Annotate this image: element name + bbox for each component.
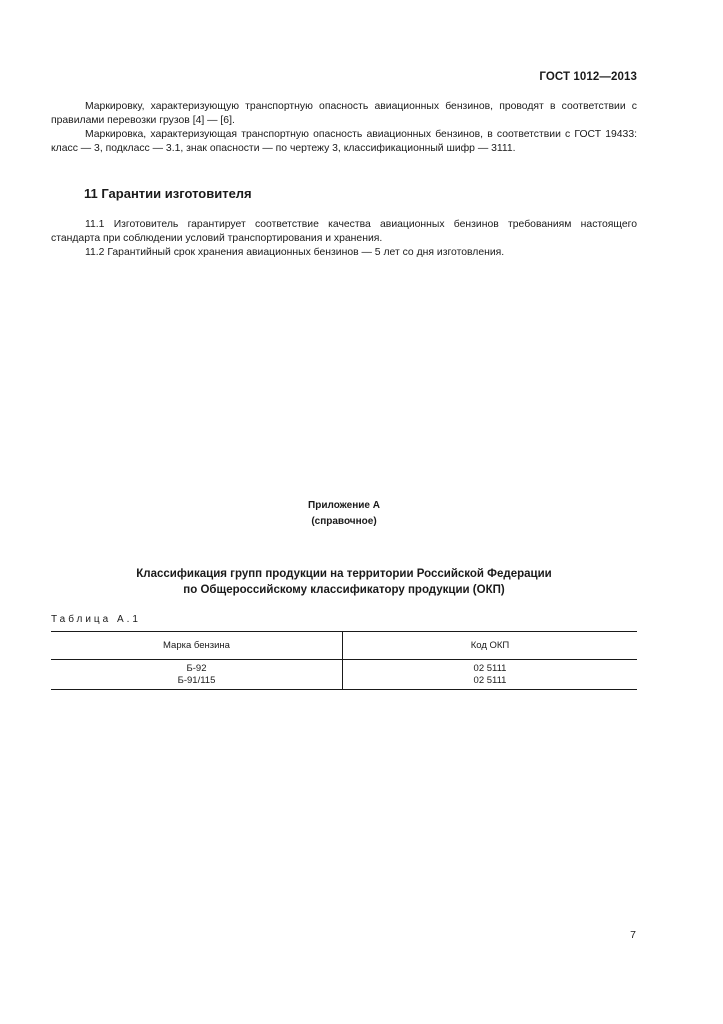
grade-value: Б-91/115 [177,675,216,686]
marking-paragraph-1: Маркировку, характеризующую транспортную опасность авиационных бензинов, проводят в соответствии с правилами перевозки грузов [4] — [6]. [51,101,637,126]
column-header-okp-code: Код ОКП [343,632,638,660]
annex-status: (справочное) [311,516,377,527]
column-header-grade: Марка бензина [51,632,343,660]
annex-heading-line-1: Классификация групп продукции на территории Российской Федерации [136,568,552,580]
section-heading: 11 Гарантии изготовителя [84,186,252,201]
table-caption: Таблица А.1 [51,614,141,625]
okp-code-value: 02 5111 [473,663,507,674]
annex-title: Приложение А [308,500,380,511]
marking-paragraph-2: Маркировка, характеризующая транспортную опасность авиационных бензинов, в соответствии с ГОСТ 19433: класс — 3, подкласс — 3.1, знак опасности — по чертежу 3, классификационный шифр — 3111. [51,129,637,154]
table-header-row [51,632,637,660]
okp-code-value: 02 5111 [473,675,507,686]
section-item-11-2: 11.2 Гарантийный срок хранения авиационных бензинов — 5 лет со дня изготовления. [85,247,505,258]
page-number: 7 [630,929,636,941]
standard-code: ГОСТ 1012—2013 [539,71,637,83]
annex-heading [51,567,637,598]
annex-heading-line-2: по Общероссийскому классификатору продукции (ОКП) [183,583,505,596]
okp-table [51,631,637,690]
okp-code-cell [343,660,638,690]
section-item-11-1: 11.1 Изготовитель гарантирует соответствие качества авиационных бензинов требованиям настоящего стандарта при соблюдении условий транспортирования и хранения. [51,219,637,244]
table-row [51,660,637,690]
grade-cell [51,660,343,690]
grade-value: Б-92 [186,663,207,674]
